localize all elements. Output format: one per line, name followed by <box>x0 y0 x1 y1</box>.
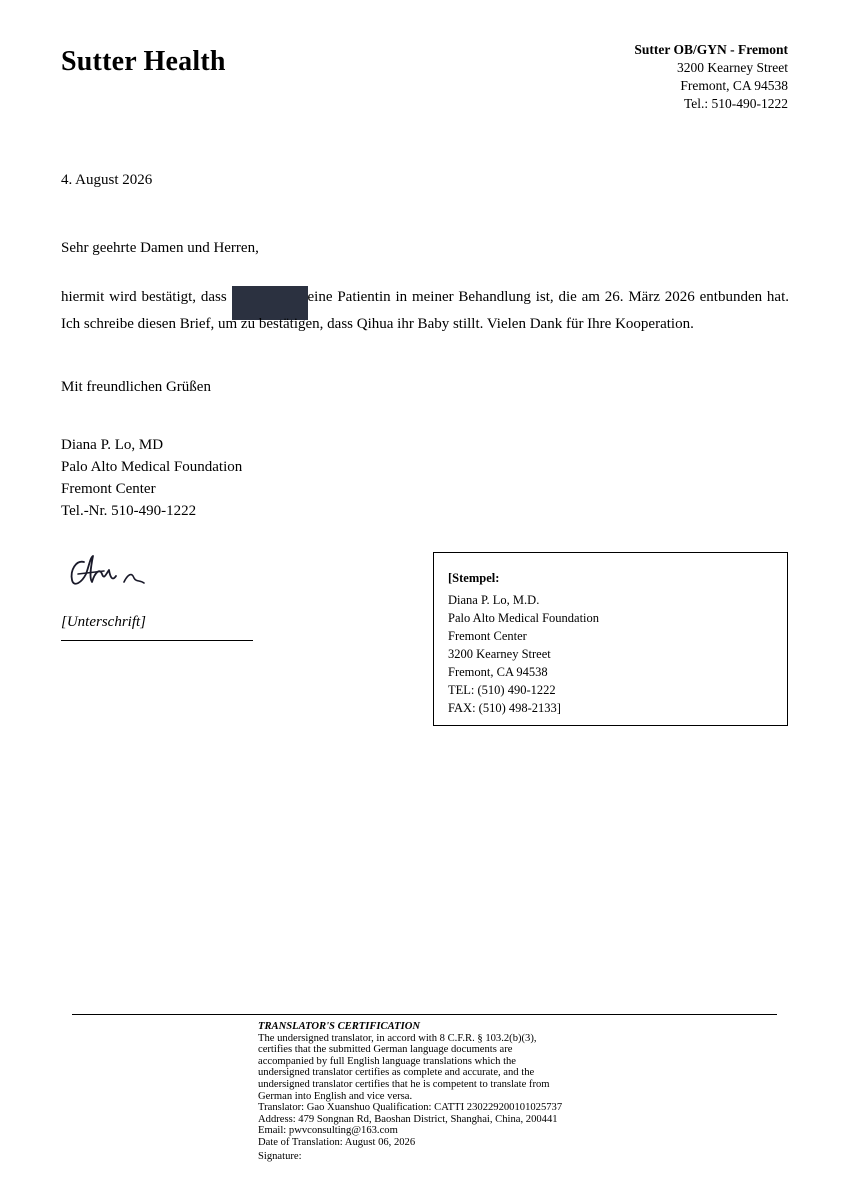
signature-line <box>61 640 253 641</box>
certification-line: German into English and vice versa. <box>258 1090 413 1102</box>
signatory-phone: Tel.-Nr. 510-490-1222 <box>61 503 197 519</box>
stamp-line: Palo Alto Medical Foundation <box>448 611 600 625</box>
signatory-organization: Palo Alto Medical Foundation <box>61 459 243 475</box>
certification-line: Date of Translation: August 06, 2026 <box>258 1136 416 1148</box>
stamp-box <box>433 552 788 726</box>
redaction-box <box>232 286 308 320</box>
certification-line: certifies that the submitted German language documents are <box>258 1044 513 1056</box>
clinic-street: 3200 Kearney Street <box>677 60 788 75</box>
translator-certification <box>258 1021 638 1162</box>
certification-line: Translator: Gao Xuanshuo Qualification: CATTI 230229200101025737 <box>258 1102 563 1114</box>
salutation: Sehr geehrte Damen und Herren, <box>61 240 259 256</box>
stamp-line: FAX: (510) 498-2133] <box>448 701 561 715</box>
certification-divider <box>72 1014 777 1015</box>
certification-line: Address: 479 Songnan Rd, Baoshan District, Shanghai, China, 200441 <box>258 1113 558 1125</box>
clinic-city: Fremont, CA 94538 <box>680 78 788 93</box>
stamp-line: Diana P. Lo, M.D. <box>448 593 540 607</box>
body-text-start: hiermit wird bestätigt, dass <box>61 289 232 305</box>
certification-line: The undersigned translator, in accord with 8 C.F.R. § 103.2(b)(3), <box>258 1032 537 1044</box>
certification-line: undersigned translator certifies that he is competent to translate from <box>258 1078 550 1090</box>
certification-line: Email: pwvconsulting@163.com <box>258 1125 398 1137</box>
stamp-line: TEL: (510) 490-1222 <box>448 683 556 697</box>
signatory-center: Fremont Center <box>61 481 156 497</box>
certification-line: undersigned translator certifies as complete and accurate, and the <box>258 1067 535 1079</box>
signature-caption: [Unterschrift] <box>61 614 147 630</box>
certification-title: TRANSLATOR'S CERTIFICATION <box>258 1021 420 1032</box>
brand-title: Sutter Health <box>61 46 226 77</box>
signatory-name: Diana P. Lo, MD <box>61 437 164 453</box>
stamp-line: Fremont, CA 94538 <box>448 665 548 679</box>
certification-signature-label: Signature: <box>258 1150 302 1162</box>
closing: Mit freundlichen Grüßen <box>61 379 211 395</box>
signatory-block <box>61 434 242 522</box>
clinic-address-block <box>634 41 788 113</box>
letter-date: 4. August 2026 <box>61 172 153 188</box>
clinic-name: Sutter OB/GYN - Fremont <box>634 42 788 57</box>
stamp-header: [Stempel: <box>448 571 500 585</box>
letter-body <box>61 285 789 337</box>
stamp-line: 3200 Kearney Street <box>448 647 551 661</box>
stamp-line: Fremont Center <box>448 629 527 643</box>
certification-line: accompanied by full English language translations which the <box>258 1055 517 1067</box>
handwritten-signature <box>64 548 154 596</box>
clinic-phone: Tel.: 510-490-1222 <box>683 96 788 111</box>
body-text-end: eine Patientin in meiner Behandlung ist, die am 26. März 2026 entbunden hat. Ich schreibe diesen Brief, um zu bestätigen, dass Qihua ihr Baby stillt. Vielen Dank für Ihre Kooperation. <box>61 289 789 332</box>
